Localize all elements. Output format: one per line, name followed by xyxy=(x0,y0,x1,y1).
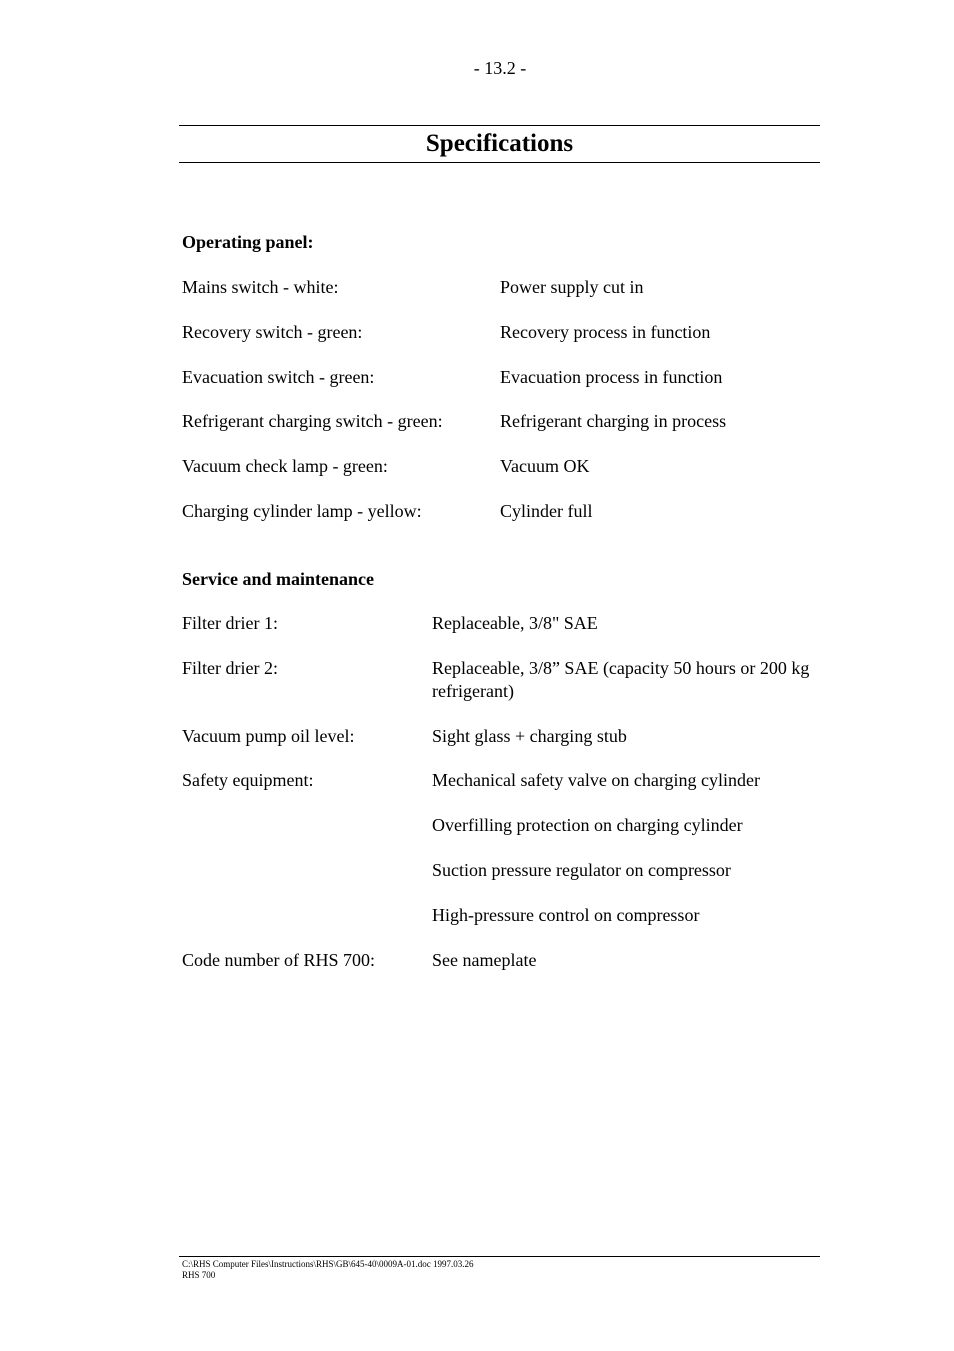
spec-label: Vacuum pump oil level: xyxy=(182,726,355,746)
spec-value: Vacuum OK xyxy=(500,456,590,476)
spec-value: Evacuation process in function xyxy=(500,367,723,387)
page-number: - 13.2 - xyxy=(473,58,527,78)
spec-value: Replaceable, 3/8” SAE (capacity 50 hours or 200 kg refrigerant) xyxy=(432,658,810,701)
operating-panel-heading: Operating panel: xyxy=(182,232,314,252)
spec-label: Refrigerant charging switch - green: xyxy=(182,411,443,431)
title-rule-bottom xyxy=(179,162,820,163)
spec-label: Evacuation switch - green: xyxy=(182,367,375,387)
spec-label: Filter drier 1: xyxy=(182,613,278,633)
spec-label: Vacuum check lamp - green: xyxy=(182,456,388,476)
page-title: Specifications xyxy=(425,130,574,157)
service-heading: Service and maintenance xyxy=(182,569,374,589)
spec-value: Overfilling protection on charging cylinder xyxy=(432,815,743,835)
spec-value: Replaceable, 3/8" SAE xyxy=(432,613,598,633)
footer-rule xyxy=(179,1256,820,1257)
spec-label: Filter drier 2: xyxy=(182,658,278,678)
title-rule-top xyxy=(179,125,820,126)
spec-value: Power supply cut in xyxy=(500,277,644,297)
spec-label: Mains switch - white: xyxy=(182,277,339,297)
spec-label: Safety equipment: xyxy=(182,770,314,790)
spec-value: Sight glass + charging stub xyxy=(432,726,627,746)
spec-value: See nameplate xyxy=(432,950,537,970)
footer-model: RHS 700 xyxy=(182,1270,216,1280)
spec-value: Refrigerant charging in process xyxy=(500,411,727,431)
spec-value: Suction pressure regulator on compressor xyxy=(432,860,731,880)
footer-file-path: C:\RHS Computer Files\Instructions\RHS\GB\645-40\0009A-01.doc 1997.03.26 xyxy=(182,1259,474,1269)
spec-value: Recovery process in function xyxy=(500,322,711,342)
spec-value: High-pressure control on compressor xyxy=(432,905,700,925)
spec-label: Code number of RHS 700: xyxy=(182,950,375,970)
spec-label: Recovery switch - green: xyxy=(182,322,363,342)
spec-value: Cylinder full xyxy=(500,501,593,521)
spec-label: Charging cylinder lamp - yellow: xyxy=(182,501,422,521)
spec-value: Mechanical safety valve on charging cylinder xyxy=(432,770,761,790)
